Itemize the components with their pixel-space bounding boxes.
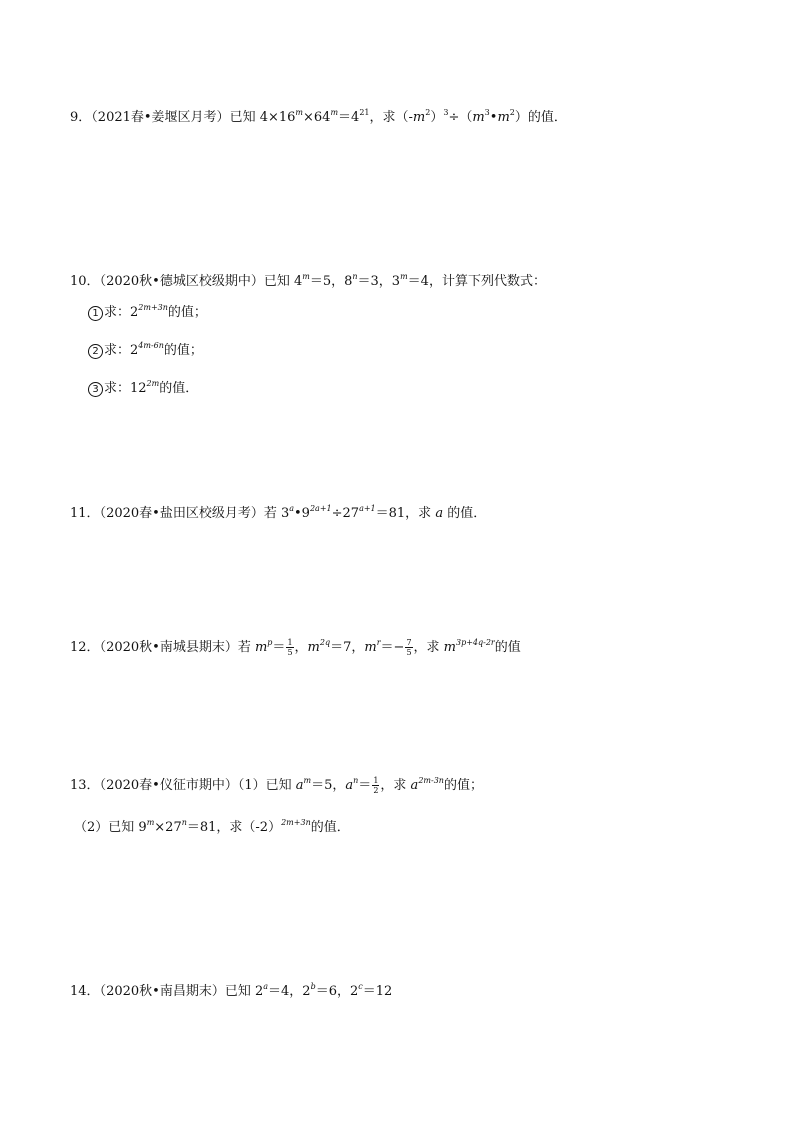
question-14: 14．（2020秋•南昌期末）已知 $2^a=4$，$2^b=6$，$2^c=12$ (70, 982, 393, 999)
question-source: （2020秋•南昌期末） (99, 984, 225, 999)
fraction: $\frac{1}{5}$ (287, 638, 293, 657)
question-number: 14 (70, 984, 87, 999)
question-number: 13 (70, 778, 87, 793)
question-10-item-2: 2 求：$2^{4m-6n}$的值； (88, 342, 203, 360)
question-source: （2020春•盐田区校级月考） (99, 506, 264, 521)
question-9: 9．（2021春•姜堰区月考）已知 $4\times 16^m\times 64^m=4^{21}$，求$(-m^2)^3\div(m^3•m^2)$的值． (70, 108, 567, 125)
question-source: （2020春•仪征市期中） (99, 778, 238, 793)
circled-number: 2 (88, 344, 103, 359)
circled-number: 3 (88, 382, 103, 397)
question-10-item-3: 3 求：$12^{2m}$的值． (88, 380, 198, 398)
question-12: 12．（2020秋•南城县期末）若 $m^p=$ $\frac{1}{5}$ ，$m^{2q}=7$，$m^r=-$ $\frac{7}{5}$ ，求 $m^{3p+4q-2r}$的值 (70, 638, 521, 657)
fraction: $\frac{7}{5}$ (406, 638, 412, 657)
question-13: 13．（2020春•仪征市期中）（1）已知 $a^m=5$，$a^n=$ $\frac{1}{2}$ ，求 $a^{2m-3n}$的值； (70, 776, 483, 795)
question-10: 10．（2020秋•德城区校级期中）已知 $4^m=5$，$8^n=3$，$3^m=4$，计算下列代数式： (70, 272, 546, 289)
question-number: 12 (70, 640, 87, 655)
fraction: $\frac{1}{2}$ (373, 776, 379, 795)
question-source: （2021春•姜堰区月考） (91, 110, 230, 125)
question-number: 11 (70, 506, 87, 521)
question-source: （2020秋•南城县期末） (99, 640, 238, 655)
question-11: 11．（2020春•盐田区校级月考）若 $3^a•9^{2a+1}\div 27^{a+1}=81$，求 a 的值． (70, 504, 487, 521)
question-13-part-2: （2）已知 $9^m\times 27^n=81$，求$(-2)^{2m+3n}$的值． (74, 818, 350, 835)
question-source: （2020秋•德城区校级期中） (99, 274, 264, 289)
question-number: 10 (70, 274, 87, 289)
question-number: 9 (70, 110, 79, 125)
circled-number: 1 (88, 306, 103, 321)
question-10-item-1: 1 求：$2^{2m+3n}$的值； (88, 304, 207, 322)
